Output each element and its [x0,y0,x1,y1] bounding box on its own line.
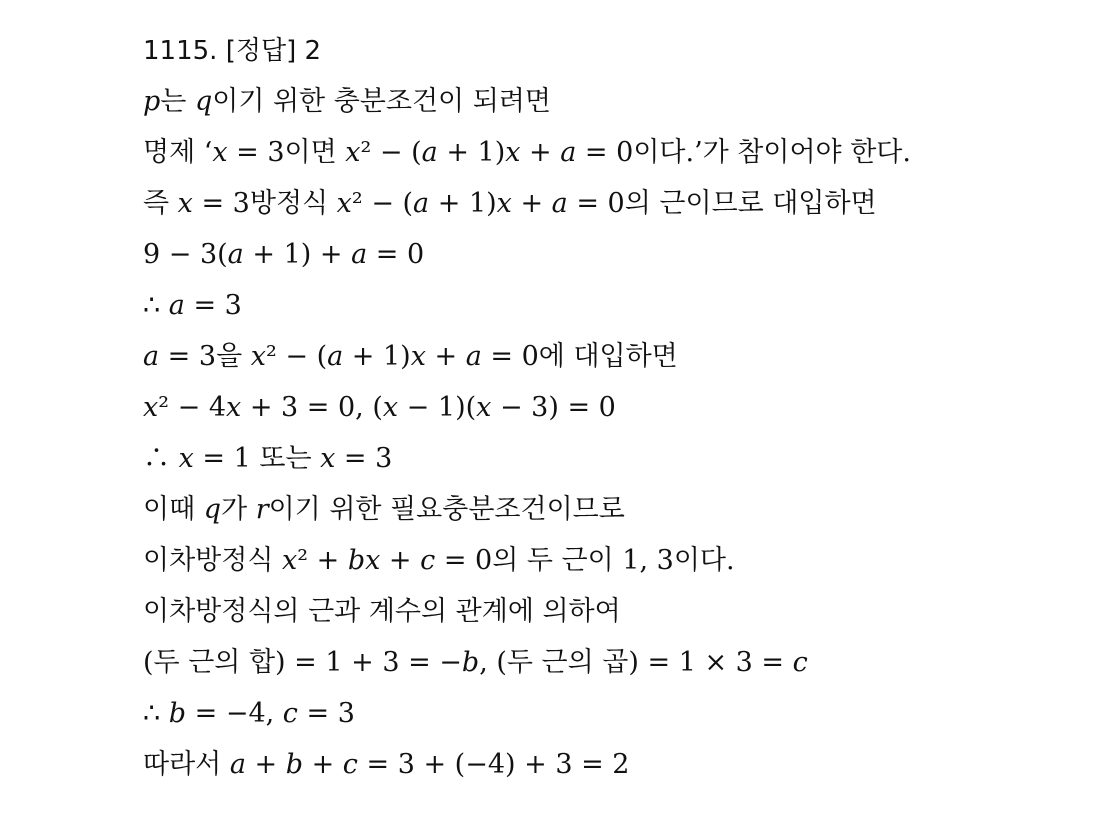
solution-line-8: ∴ 𝑥 = 1 또는 𝑥 = 3 [143,443,393,474]
solution-block [143,30,1043,795]
solution-line-12: (두 근의 합) = 1 + 3 = −𝑏, (두 근의 곱) = 1 × 3 = 𝑐 [143,647,808,678]
solution-line-3: 즉 𝑥 = 3방정식 𝑥² − (𝑎 + 1)𝑥 + 𝑎 = 0의 근이므로 대입하면 [143,188,877,219]
solution-line-6: 𝑎 = 3을 𝑥² − (𝑎 + 1)𝑥 + 𝑎 = 0에 대입하면 [143,341,678,372]
solution-line-4: 9 − 3(𝑎 + 1) + 𝑎 = 0 [143,239,425,270]
solution-line-7: 𝑥² − 4𝑥 + 3 = 0, (𝑥 − 1)(𝑥 − 3) = 0 [143,392,616,423]
solution-line-14: 따라서 𝑎 + 𝑏 + 𝑐 = 3 + (−4) + 3 = 2 [143,749,630,780]
solution-line-5: ∴ 𝑎 = 3 [143,290,242,321]
solution-line-13: ∴ 𝑏 = −4, 𝑐 = 3 [143,698,355,729]
solution-line-9: 이때 𝑞가 𝑟이기 위한 필요충분조건이므로 [143,494,625,525]
solution-line-10: 이차방정식 𝑥² + 𝑏𝑥 + 𝑐 = 0의 두 근이 1, 3이다. [143,545,735,576]
solution-line-2: 명제 ‘𝑥 = 3이면 𝑥² − (𝑎 + 1)𝑥 + 𝑎 = 0이다.’가 참이어야 한다. [143,137,911,168]
problem-header: 1115. [정답] 2 [143,36,322,66]
solution-line-11: 이차방정식의 근과 계수의 관계에 의하여 [143,596,621,627]
solution-line-1: 𝑝는 𝑞이기 위한 충분조건이 되려면 [143,86,551,117]
